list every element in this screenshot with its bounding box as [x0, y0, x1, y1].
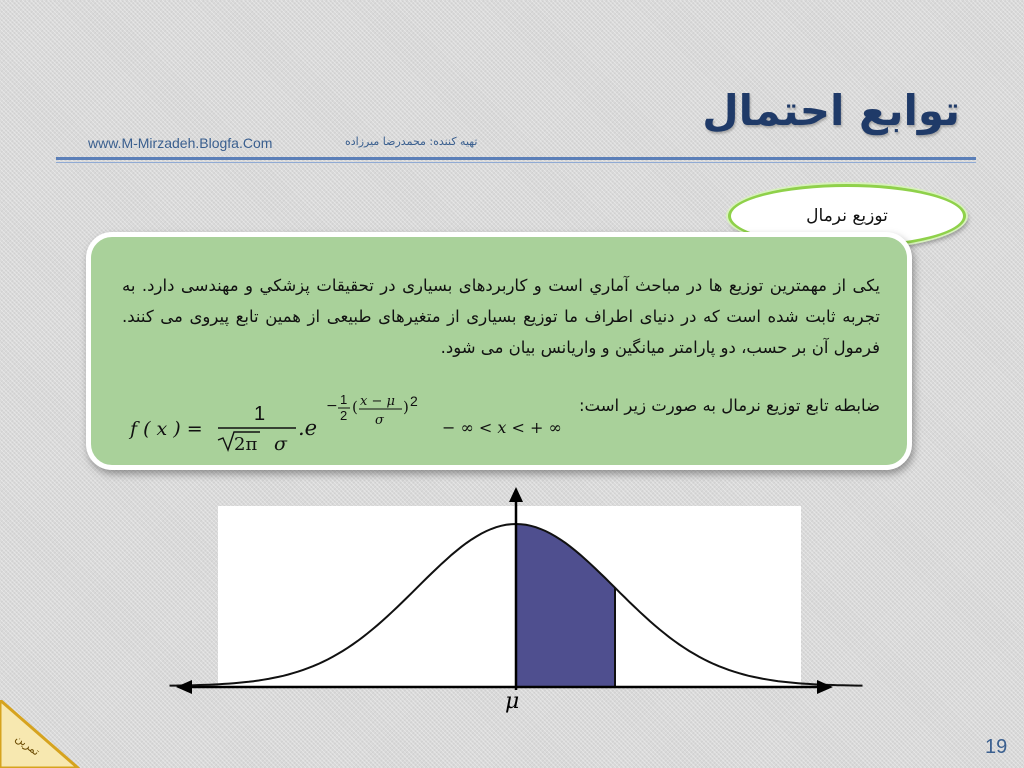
formula-numerator: 1 [254, 403, 266, 425]
exp-sign: − [326, 398, 338, 414]
exp-half-num: 1 [340, 392, 348, 407]
exp-close-paren: ) [403, 398, 409, 416]
x-axis-arrow-left [176, 680, 192, 694]
exp-open-paren: ( [352, 398, 358, 416]
exercise-badge-shape [0, 700, 78, 768]
exp-frac-den: σ [375, 413, 384, 428]
exercise-badge[interactable] [0, 700, 80, 768]
exercise-badge-text: تمرین [13, 731, 43, 759]
exp-power: 2 [410, 393, 418, 409]
page-number: 19 [985, 736, 1008, 758]
formula-denominator-sigma: σ [274, 433, 287, 455]
exp-half-den: 2 [340, 408, 348, 423]
section-label: توزیع نرمال [806, 206, 888, 226]
formula-e: .e [298, 416, 318, 440]
x-axis-arrow-right [817, 680, 833, 694]
website-url: www.M-Mirzadeh.Blogfa.Com [88, 135, 273, 151]
formula-denominator-root: 2π [234, 434, 258, 455]
range-text: − ∞ < x < + ∞ [442, 418, 562, 437]
exp-frac-num: x − μ [360, 394, 395, 409]
body-paragraph: یکی از مهمترین توزیع ها در مباحث آماري است و کاربردهای بسیاری در تحقیقات پزشکي و مهندسی دارد. به تجربه ثابت شده است که در دنیای اطراف ما توزیع بسیاری از متغیرهای طبیعی از همین تابع پیروی می کنند. فرمول آن بر حسب، دو پارامتر میانگین و واریانس بیان می شود. [122, 276, 880, 357]
formula-lhs: f ( x ) = [130, 418, 203, 440]
chart-background [218, 506, 801, 688]
mean-label: μ [505, 689, 520, 714]
formula-label: ضابطه تابع توزیع نرمال به صورت زیر است: [578, 396, 880, 415]
author-credit: تهیه کننده: محمدرضا میرزاده [345, 135, 478, 148]
mean-axis-arrow [509, 487, 523, 502]
page-title: توابع احتمال [702, 86, 960, 135]
